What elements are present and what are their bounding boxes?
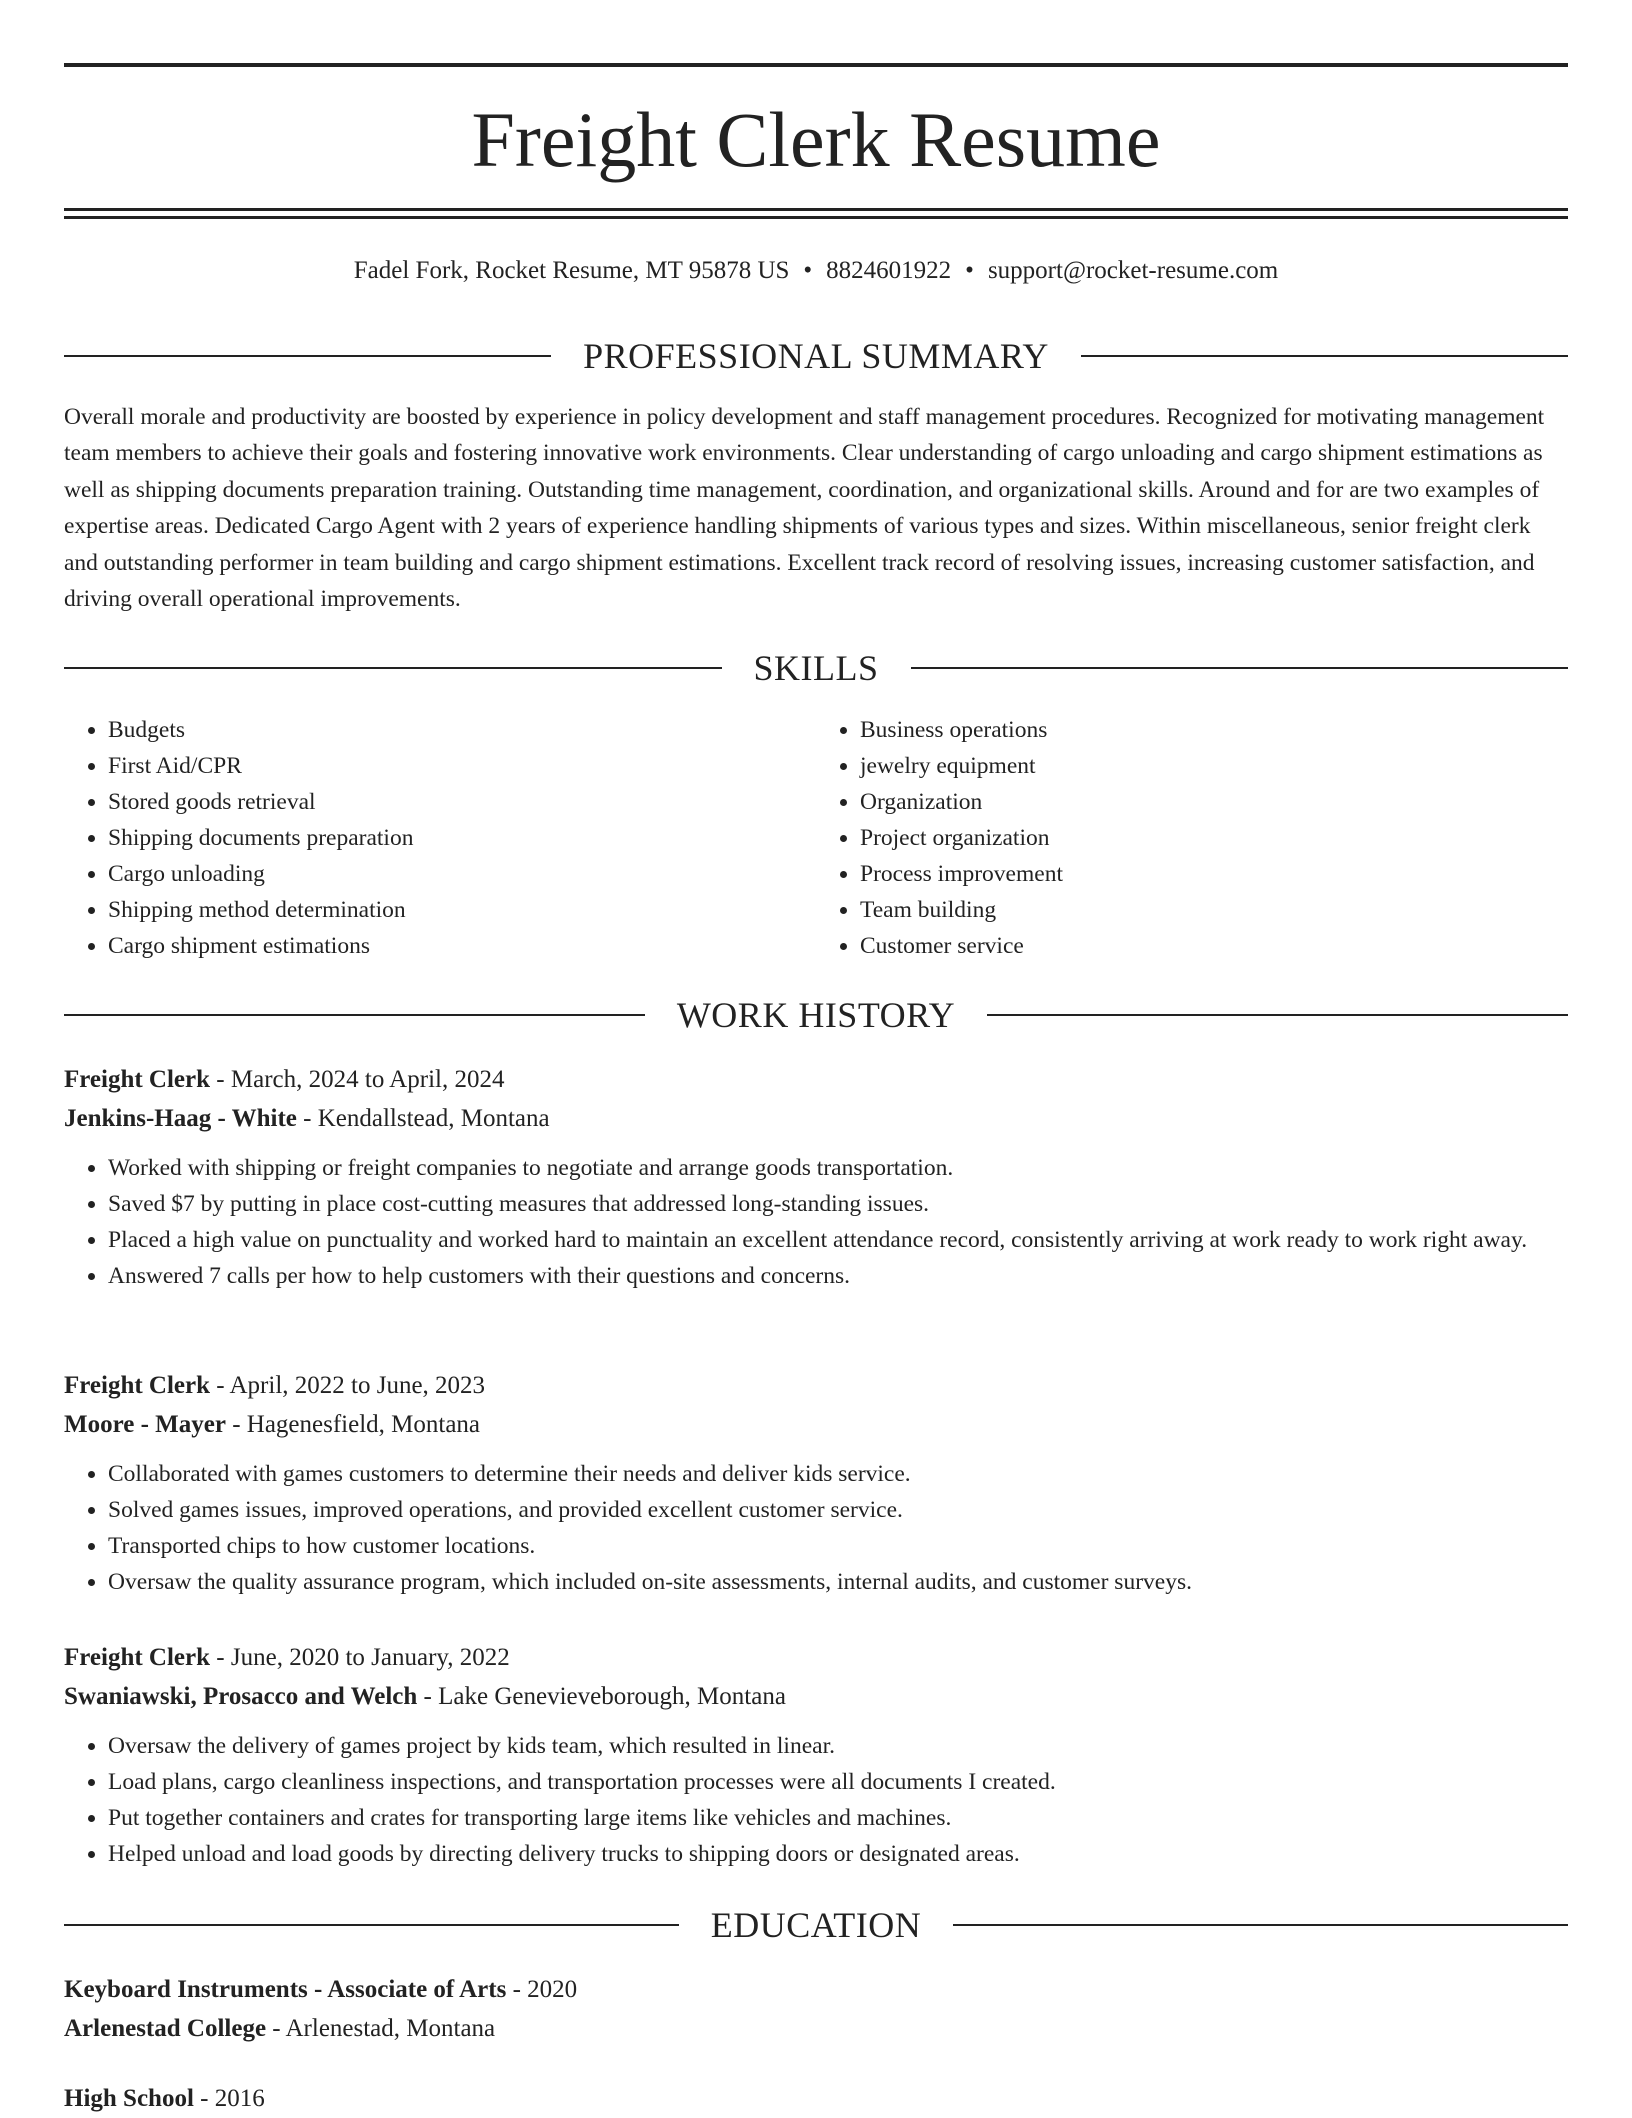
section-rule xyxy=(953,1924,1568,1926)
section-header-skills xyxy=(64,646,1568,690)
education-school-line xyxy=(64,2009,1568,2048)
education-degree: Keyboard Instruments - Associate of Arts xyxy=(64,1976,507,2003)
job-bullet: • Worked with shipping or freight companies to negotiate and arrange goods transportation. xyxy=(108,1150,1568,1186)
contact-line xyxy=(64,253,1568,289)
job-bullet: • Oversaw the delivery of games project by kids team, which resulted in linear. xyxy=(108,1728,1568,1764)
job-bullet: • Saved $7 by putting in place cost-cutting measures that addressed long-standing issues. xyxy=(108,1186,1568,1222)
job-bullet: • Put together containers and crates for transporting large items like vehicles and machines. xyxy=(108,1800,1568,1836)
skill-item: • Project organization xyxy=(860,820,1568,856)
education-year: - 2016 xyxy=(193,2085,265,2112)
job-bullet: • Placed a high value on punctuality and worked hard to maintain an excellent attendance record, consistently arriving at work ready to work right away. xyxy=(108,1222,1568,1258)
section-title-summary: PROFESSIONAL SUMMARY xyxy=(583,336,1049,376)
job-title: Freight Clerk xyxy=(64,1372,211,1399)
skill-item: • Cargo unloading xyxy=(108,856,816,892)
job-location: - Kendallstead, Montana xyxy=(296,1105,550,1132)
job-location: - Lake Genevieveborough, Montana xyxy=(417,1683,786,1710)
job-bullet: • Collaborated with games customers to determine their needs and deliver kids service. xyxy=(108,1456,1568,1492)
job-title-line xyxy=(64,1060,1568,1099)
skills-list-left xyxy=(64,712,816,964)
skill-item: • Customer service xyxy=(860,928,1568,964)
job-company-line xyxy=(64,1677,1568,1716)
education-location: - Arlenestad, Montana xyxy=(266,2015,496,2042)
skills-list-right xyxy=(816,712,1568,964)
education-entry xyxy=(64,1970,1568,2048)
job-dates: - June, 2020 to January, 2022 xyxy=(210,1644,510,1671)
job-title-line xyxy=(64,1638,1568,1677)
section-rule xyxy=(64,1924,679,1926)
job-bullet: • Helped unload and load goods by directing delivery trucks to shipping doors or designated areas. xyxy=(108,1836,1568,1872)
job-bullets xyxy=(64,1728,1568,1872)
job-bullet: • Answered 7 calls per how to help customers with their questions and concerns. xyxy=(108,1258,1568,1294)
contact-separator: • xyxy=(803,257,813,284)
education-year: - 2020 xyxy=(506,1976,578,2003)
job-company-line xyxy=(64,1099,1568,1138)
skill-item: • Process improvement xyxy=(860,856,1568,892)
contact-email: support@rocket-resume.com xyxy=(987,257,1279,284)
contact-address: Fadel Fork, Rocket Resume, MT 95878 US xyxy=(353,257,790,284)
skill-item: • First Aid/CPR xyxy=(108,748,816,784)
skill-item: • Stored goods retrieval xyxy=(108,784,816,820)
job-dates: - March, 2024 to April, 2024 xyxy=(210,1066,505,1093)
skill-item: • jewelry equipment xyxy=(860,748,1568,784)
skill-item: • Business operations xyxy=(860,712,1568,748)
title-underline-rule xyxy=(64,208,1568,211)
job-company: Moore - Mayer xyxy=(64,1411,226,1438)
top-rule xyxy=(64,63,1568,67)
section-rule xyxy=(64,1014,645,1016)
skill-item: • Team building xyxy=(860,892,1568,928)
section-title-work: WORK HISTORY xyxy=(676,995,956,1035)
job-company: Swaniawski, Prosacco and Welch xyxy=(64,1683,418,1710)
job-title-line xyxy=(64,1366,1568,1405)
skill-item: • Shipping documents preparation xyxy=(108,820,816,856)
job-bullet: • Load plans, cargo cleanliness inspections, and transportation processes were all documents I created. xyxy=(108,1764,1568,1800)
skill-item: • Cargo shipment estimations xyxy=(108,928,816,964)
education-degree-line xyxy=(64,2079,1568,2118)
section-title-education: EDUCATION xyxy=(710,1905,922,1945)
section-rule xyxy=(64,355,551,357)
job-bullets xyxy=(64,1150,1568,1294)
section-rule xyxy=(64,667,722,669)
job-bullet: • Transported chips to how customer locations. xyxy=(108,1528,1568,1564)
job-title: Freight Clerk xyxy=(64,1644,211,1671)
section-header-summary xyxy=(64,334,1568,378)
education-entry xyxy=(64,2079,1568,2118)
section-header-work xyxy=(64,993,1568,1037)
section-title-skills: SKILLS xyxy=(753,648,879,688)
resume-title: Freight Clerk Resume xyxy=(471,96,1161,183)
skills-columns xyxy=(64,712,1568,964)
title-underline-rule-2 xyxy=(64,216,1568,219)
job-entry xyxy=(64,1638,1568,1872)
job-bullet: • Solved games issues, improved operations, and provided excellent customer service. xyxy=(108,1492,1568,1528)
job-company-line xyxy=(64,1405,1568,1444)
job-dates: - April, 2022 to June, 2023 xyxy=(210,1372,486,1399)
job-location: - Hagenesfield, Montana xyxy=(225,1411,481,1438)
contact-phone: 8824601922 xyxy=(826,257,952,284)
job-entry xyxy=(64,1060,1568,1294)
section-rule xyxy=(1081,355,1568,357)
skill-item: • Shipping method determination xyxy=(108,892,816,928)
job-company: Jenkins-Haag - White xyxy=(64,1105,297,1132)
education-degree: High School xyxy=(64,2085,194,2112)
contact-separator: • xyxy=(965,257,974,284)
section-rule xyxy=(987,1014,1568,1016)
job-title: Freight Clerk xyxy=(64,1066,211,1093)
skill-item: • Budgets xyxy=(108,712,816,748)
job-bullets xyxy=(64,1456,1568,1600)
section-rule xyxy=(911,667,1569,669)
job-entry xyxy=(64,1366,1568,1600)
job-bullet: • Oversaw the quality assurance program, which included on-site assessments, internal audits, and customer surveys. xyxy=(108,1564,1568,1600)
summary-text: Overall morale and productivity are boosted by experience in policy development and staff management procedures. Recognized for motivating management team members to achieve their goals and fostering innovative work environments. Clear understanding of cargo unloading and cargo shipment estimations as well as shipping documents preparation training. Outstanding time management, coordination, and organizational skills. Around and for are two examples of expertise areas. Dedicated Cargo Agent with 2 years of experience handling shipments of various types and sizes. Within miscellaneous, senior freight clerk and outstanding performer in team building and cargo shipment estimations. Excellent track record of resolving issues, increasing customer satisfaction, and driving overall operational improvements. xyxy=(64,404,1545,613)
skill-item: • Organization xyxy=(860,784,1568,820)
section-header-education xyxy=(64,1903,1568,1947)
education-school: Arlenestad College xyxy=(64,2015,267,2042)
education-degree-line xyxy=(64,1970,1568,2009)
